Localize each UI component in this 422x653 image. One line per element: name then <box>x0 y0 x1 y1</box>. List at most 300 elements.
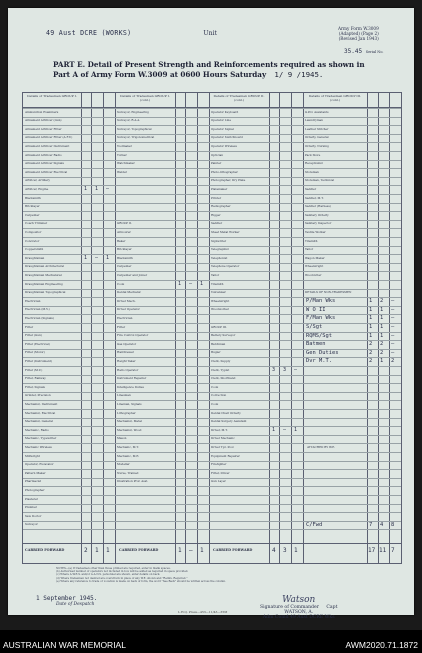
cfwd-entry: 7 <box>369 521 373 528</box>
total-value: 17 <box>368 547 376 554</box>
trade-label: Operator Keyboard <box>211 110 239 114</box>
trade-label: Artificer, Engine <box>25 187 49 191</box>
col-sep <box>175 93 176 563</box>
trade-label: Toolmaker <box>117 144 132 148</box>
non-tradesman-count: — <box>391 298 395 305</box>
trade-label: Welder <box>117 170 127 174</box>
trade-label: Bugler <box>211 351 221 355</box>
group1-header: Details of Tradesmen GROUP I. <box>27 94 77 98</box>
carried-value: 3 <box>283 547 287 554</box>
trade-label: Saw Doctor <box>25 514 42 518</box>
strength-entry: 1 <box>95 186 99 193</box>
form-line-1: Army Form W.3009 <box>338 26 379 31</box>
strength-entry: — <box>294 367 298 373</box>
trade-label: Mechanist, Instrument <box>25 402 58 406</box>
trade-label: Plumber <box>25 506 38 510</box>
carried-forward-3: CARRIED FORWARD <box>213 548 253 552</box>
non-tradesman-count: — <box>391 306 395 313</box>
trade-label: Electrician (Signals) <box>25 316 54 320</box>
trade-label: Photo-lithographer <box>211 170 238 174</box>
table-row-rule <box>23 529 401 530</box>
serial-number <box>344 48 384 55</box>
trade-label: Instrument Repairer <box>117 377 147 381</box>
trade-label: Telegraphist <box>211 248 229 252</box>
form-title <box>53 60 383 79</box>
trade-label: Hello Operator <box>117 368 139 372</box>
table-row-rule <box>23 418 401 419</box>
table-row-rule <box>23 443 401 444</box>
trade-label: Correction <box>211 394 227 398</box>
trade-label: Mechanist, Electrical <box>25 411 56 415</box>
trade-label: Clerk, Typist <box>211 368 230 372</box>
note-line: (b) Authorised number of operators not included in box will be added as required in space provided. <box>56 570 189 574</box>
cfwd-entry: 4 <box>380 521 384 528</box>
col-sep <box>115 93 116 563</box>
form-sheet <box>8 8 414 620</box>
trade-label: Optician <box>211 153 224 157</box>
trade-label: Woodcutter <box>305 273 322 277</box>
carried-value: 1 <box>200 547 204 554</box>
trade-label: Equipment Repairer <box>211 454 240 458</box>
trade-label: Orderly, Nursing <box>305 144 329 148</box>
trade-label: Mechanic, Typewriter <box>25 437 57 441</box>
trade-label: Mechanic, M.T. <box>117 445 139 449</box>
trade-label: Sanitary Orderly <box>305 213 329 217</box>
col-sep <box>209 93 210 563</box>
strength-entry: — <box>189 281 193 287</box>
trade-label: Carpenter <box>25 213 40 217</box>
group3-header: Details of Tradesmen GROUP III. (cont.) <box>308 94 362 102</box>
trade-label: Draughtsman <box>25 256 45 260</box>
trade-label: Carpenter <box>117 265 132 269</box>
trade-label: DETAILS OF NON-TRADESMEN <box>305 291 352 295</box>
trade-label: Cook <box>211 385 219 389</box>
trade-label: Sanitary Inspector <box>305 222 332 226</box>
serial-typed: 35.45 <box>344 48 363 55</box>
table-row-rule <box>23 160 401 161</box>
trade-label: Laundryman <box>305 119 323 123</box>
col-sep <box>389 93 390 563</box>
strength-entry: — <box>283 427 287 434</box>
cfwd-entry: C/Fwd <box>306 521 323 528</box>
non-tradesman-count: 1 <box>380 306 384 313</box>
trade-label: Dental Chair Orderly <box>211 411 241 415</box>
table-row-rule <box>23 142 401 143</box>
trade-label: Storeman <box>305 170 319 174</box>
signature-label: Signature of Commander <box>260 605 319 610</box>
trade-label: Saddler (Harness) <box>305 205 331 209</box>
signature-title: Adm Comd 49 Aust DCRE Wks <box>262 615 335 620</box>
non-tradesman-name: Gen Duties <box>306 349 339 356</box>
trade-label: Fitter <box>25 325 34 329</box>
trade-label: Surveyor, Engineering <box>117 110 149 114</box>
non-tradesman-count: — <box>391 341 395 348</box>
trade-label: Artificer, Artillery <box>25 179 51 183</box>
form-line-2: (Adapted) (Page 2) <box>338 31 379 37</box>
trade-label: Mechanist, Metal <box>117 420 142 424</box>
table-row-rule <box>23 185 401 186</box>
trade-label: Photographer, Dry Plate <box>211 179 246 183</box>
trade-label: Storeman, Technical <box>305 179 335 183</box>
table-row-rule <box>23 486 401 487</box>
table-row-rule <box>23 435 401 436</box>
trade-label: Armament Artificer (Gun) <box>25 119 62 123</box>
trade-label: Lineman, Signals <box>117 402 142 406</box>
trade-label: Driver Operator <box>117 308 140 312</box>
trade-label: Mechanist, General <box>25 420 53 424</box>
non-tradesman-count: 1 <box>380 332 384 339</box>
trade-label: Woodworker <box>211 308 229 312</box>
despatch-label: Date of Despatch <box>56 602 95 607</box>
signature-rank: Capt <box>326 605 338 610</box>
trade-label: Operator Line <box>211 119 231 123</box>
credit-left: AUSTRALIAN WAR MEMORIAL <box>3 640 126 650</box>
strength-entry: 1 <box>272 427 276 434</box>
trade-label: Fitter (M.V.) <box>25 368 43 372</box>
non-tradesman-count: 2 <box>380 349 384 356</box>
non-tradesman-count: 2 <box>369 358 373 365</box>
trade-label: Rigger <box>211 213 221 217</box>
table-row-rule <box>23 426 401 427</box>
table-row-rule <box>23 452 401 453</box>
strength-entry: 1 <box>294 427 298 434</box>
table-row-rule <box>23 203 401 204</box>
trade-label: Electrician <box>117 316 133 320</box>
non-tradesman-name: S/Sgt <box>306 324 323 330</box>
signature-block <box>260 595 337 620</box>
carried-value: 1 <box>178 547 182 554</box>
strength-entry: 1 <box>200 281 204 287</box>
trade-label: Platemaker <box>211 187 228 191</box>
trade-label: Fitter, Driver <box>211 471 230 475</box>
table-row-rule <box>23 168 401 169</box>
unit-name: 49 Aust DCRE (WORKS) <box>46 29 132 37</box>
non-tradesman-count: 1 <box>380 315 384 322</box>
strength-table <box>22 92 402 564</box>
serial-label: Serial No. <box>365 50 384 54</box>
trade-label: Dental Surgery Assistant <box>211 420 247 424</box>
trade-label: Textile Worker <box>305 230 326 234</box>
trade-label: Gas Operator <box>117 342 137 346</box>
printer-imprint: L.H.Q. Press—453—11/43—35M <box>178 610 228 614</box>
trade-label: Fire Control Operator <box>117 334 149 338</box>
trade-label: Armament Artificer Fitter <box>25 127 62 131</box>
strength-entry: 1 <box>178 281 182 287</box>
col-sep <box>81 93 82 563</box>
trade-label: Draughtsman Mechanical <box>25 273 62 277</box>
trade-label: Draughtsman Architectural <box>25 265 64 269</box>
note-line: NOTES—(a) If tradesmen other than those printed are required, enter in blank spaces. <box>56 567 171 570</box>
trade-label: Orderly, General <box>305 136 329 140</box>
non-tradesman-count: 1 <box>380 324 384 330</box>
non-tradesman-count: — <box>391 332 395 339</box>
trade-label: Radiographer <box>211 205 231 209</box>
trade-label: Fitter (Instrument) <box>25 359 52 363</box>
trade-label: Receptionist <box>305 162 323 166</box>
trade-label: Draughtsman Topographical <box>25 291 66 295</box>
table-row-rule <box>23 383 401 384</box>
col-sep <box>303 93 304 563</box>
credit-bar <box>0 630 422 653</box>
strength-entry: — <box>95 255 99 262</box>
trade-label: Watchmaker <box>117 162 135 166</box>
trade-label: Ammunition Examiners <box>25 110 59 114</box>
trade-label: Bricklayer <box>25 205 40 209</box>
table-row-rule <box>23 108 401 109</box>
carried-forward-1: CARRIED FORWARD <box>25 548 65 552</box>
non-tradesman-count: 1 <box>369 298 373 305</box>
total-value: 11 <box>379 547 387 554</box>
table-row-rule <box>23 409 401 410</box>
trade-label: Tailor <box>211 273 220 277</box>
strength-entry: 1 <box>84 186 88 193</box>
trade-label: Armament Artificer Radio <box>25 153 62 157</box>
trade-label: Fitter (Gun) <box>25 334 42 338</box>
group2-header: Details of Tradesmen GROUP II. (cont.) <box>213 94 265 102</box>
title-date: 1/ 9 /1945. <box>274 69 324 79</box>
table-row-rule <box>23 392 401 393</box>
non-tradesman-count: 1 <box>369 306 373 313</box>
trade-label: Dental Mechanic <box>117 291 142 295</box>
trade-label: Lithographer <box>117 411 136 415</box>
col-sep <box>378 93 379 563</box>
trade-label: Saddler <box>211 222 223 226</box>
trade-label: Mechanic Wireless <box>25 445 52 449</box>
trade-label: Armament Artificer Instrument <box>25 144 70 148</box>
non-tradesman-name: P/Man Wks <box>306 298 336 305</box>
trade-label: Fitter <box>117 325 126 329</box>
non-tradesman-count: 1 <box>380 358 384 365</box>
trade-label: Signwriter <box>211 239 227 243</box>
trade-label: Grinder, Precision <box>25 394 51 398</box>
table-row-rule <box>23 151 401 152</box>
table-row-rule <box>23 512 401 513</box>
trade-label: Telephonist <box>211 256 228 260</box>
table-row-rule <box>23 366 401 367</box>
carried-value: 4 <box>272 547 276 554</box>
trade-label: Telephone Operator <box>211 265 240 269</box>
trade-label: Wagon Maker <box>305 256 325 260</box>
trade-label: Operator Wireless <box>211 144 237 148</box>
trade-label: Printer <box>211 196 222 200</box>
non-tradesman-name: Batmen <box>306 341 326 348</box>
trade-label: Wheelwright <box>305 265 324 269</box>
non-tradesman-count: 2 <box>391 358 395 365</box>
trade-label: G.P.O. Assistants <box>305 110 329 114</box>
trade-label: Pattern Maker <box>25 471 46 475</box>
carried-value: — <box>189 547 193 554</box>
trade-label: Concretor <box>25 239 40 243</box>
trade-label: Fitter (Motor) <box>25 351 45 355</box>
trade-label: GROUP III. <box>211 325 227 329</box>
trade-label: Modeller <box>117 463 130 467</box>
trade-label: Clerk, Shorthand <box>211 377 236 381</box>
trade-label: Surveyor, Trigonometrical <box>117 136 155 140</box>
trade-label: Driver Tpt. Pool <box>211 445 234 449</box>
trade-label: Driver, M.T. <box>211 428 228 432</box>
trade-label: Electrician <box>25 299 41 303</box>
table-row-rule <box>23 469 401 470</box>
trade-label: Hairdresser <box>117 351 134 355</box>
table-row-rule <box>23 194 401 195</box>
trade-label: Sheet Metal Worker <box>211 230 240 234</box>
trade-label: Tinsmith <box>305 239 318 243</box>
strength-entry: — <box>106 186 110 193</box>
trade-label: Operator, Excavator <box>25 463 54 467</box>
trade-label: Bricklayer <box>117 248 132 252</box>
trade-label: Painter <box>211 162 222 166</box>
non-tradesman-name: RQMS/Sgt <box>306 332 332 339</box>
trade-label: Compositor <box>25 230 42 234</box>
trade-label: Cook <box>117 282 125 286</box>
carried-value: 1 <box>106 547 110 554</box>
trade-label: Mason <box>117 437 127 441</box>
group1c-header: Details of Tradesmen GROUP I. (cont.) <box>120 94 170 102</box>
table-row-rule <box>23 228 401 229</box>
trade-label: Coach Trimmer <box>25 222 48 226</box>
table-row-rule <box>23 289 401 290</box>
non-tradesman-count: 2 <box>380 298 384 305</box>
trade-label: GROUP II. <box>117 222 132 226</box>
table-row-rule <box>23 134 401 135</box>
trade-label: Height Taker <box>117 359 136 363</box>
attached-label: ATTACHED BY W.E. <box>307 445 336 449</box>
table-row-rule <box>23 177 401 178</box>
trade-label: Battery Surveyor <box>211 334 236 338</box>
trade-label: Batchman <box>211 342 226 346</box>
trade-label: Photographer <box>25 488 45 492</box>
table-row-rule <box>23 220 401 221</box>
table-row-rule <box>23 504 401 505</box>
trade-label: Linesman <box>117 394 131 398</box>
col-sep <box>269 93 270 563</box>
total-value: 7 <box>391 547 395 554</box>
trade-label: Armament Artificer Fitter (A.F.V.) <box>25 136 73 140</box>
strength-entry: 1 <box>84 255 88 262</box>
table-row-rule <box>23 254 401 255</box>
table-row-rule <box>23 125 401 126</box>
table-row-rule <box>23 495 401 496</box>
trade-label: Operator Signal <box>211 127 234 131</box>
col-sep <box>185 93 186 563</box>
strength-entry: 3 <box>272 367 276 373</box>
trade-label: Blacksmith <box>117 256 133 260</box>
trade-label: Mechanic, M.E. <box>117 454 140 458</box>
unit-label: Unit <box>203 30 218 37</box>
col-sep <box>91 93 92 563</box>
carried-value: 2 <box>84 547 88 554</box>
despatch-block <box>36 595 97 607</box>
table-row-rule <box>23 246 401 247</box>
trade-label: Surveyor <box>25 523 38 527</box>
non-tradesman-count: 2 <box>369 341 373 348</box>
carried-rule <box>23 543 401 544</box>
trade-label: Fitter, Signals <box>25 385 45 389</box>
trade-label: Nurse, Trained <box>117 471 139 475</box>
table-row-rule <box>23 280 401 281</box>
trade-label: Mechanic, Radio <box>25 428 49 432</box>
trade-label: Armament Artificer Electrical <box>25 170 68 174</box>
trade-label: Armourer <box>117 230 131 234</box>
army-form-ref <box>338 26 379 42</box>
non-tradesman-count: — <box>391 349 395 356</box>
carried-value: 1 <box>294 547 298 554</box>
table-row-rule <box>23 117 401 118</box>
trade-label: Intelligence Duties <box>117 385 144 389</box>
col-sep <box>103 93 104 563</box>
carried-value: 1 <box>95 547 99 554</box>
trade-label: Gun Layer <box>211 480 226 484</box>
trade-label: Pharmacist <box>25 480 42 484</box>
trade-label: Clerk, Supply <box>211 359 231 363</box>
note-line: (c) Where A.W.E.S. and/or A.A.N.S. personnel are shown, enter details on back. <box>56 573 161 577</box>
title-line-1: PART E. Detail of Present Strength and Reinforcements required as shown in <box>53 60 365 69</box>
table-row-rule <box>23 237 401 238</box>
trade-label: Armament Artificer Signals <box>25 162 64 166</box>
trade-label: Operator Switchboard <box>211 136 243 140</box>
title-line-2: Part A of Army Form W.3009 at 0600 Hours Saturday <box>53 69 267 79</box>
trade-label: Surveyor, Topographical <box>117 127 152 131</box>
credit-right: AWM2020.71.1872 <box>345 640 418 650</box>
col-sep <box>291 93 292 563</box>
table-row-rule <box>23 375 401 376</box>
trade-label: Electrician (M.V.) <box>25 308 50 312</box>
trade-label: Driver Mechanic <box>211 437 235 441</box>
carried-forward-2: CARRIED FORWARD <box>119 548 159 552</box>
form-line-3: (Revised Jan 1943) <box>338 36 379 42</box>
signature-scrawl: Watson <box>282 595 316 605</box>
note-line: (e) Where any reference to trade or vocation is made on back of form, the word "See Back" should be written across the column. <box>56 579 226 583</box>
trade-label: Pack Store <box>305 153 321 157</box>
trade-label: Turner <box>117 153 127 157</box>
trade-label: Tailor <box>305 248 314 252</box>
trade-label: Plasterer <box>25 497 38 501</box>
non-tradesman-count: 2 <box>369 349 373 356</box>
trade-label: Saddler, M.T. <box>305 196 324 200</box>
non-tradesman-name: Dvr M.T. <box>306 358 332 365</box>
non-tradesman-count: 2 <box>380 341 384 348</box>
trade-label: Millwright <box>25 454 40 458</box>
trade-label: Vulcaniser <box>211 291 226 295</box>
unit-line <box>46 29 217 37</box>
trade-label: Draughtsman Engineering <box>25 282 63 286</box>
trade-label: Coppersmith <box>25 248 44 252</box>
trade-label: Driver Mech. <box>117 299 136 303</box>
trade-label: Leather Stitcher <box>305 127 329 131</box>
table-row-rule <box>23 400 401 401</box>
non-tradesman-count: 1 <box>369 332 373 339</box>
non-tradesman-name: W O II <box>306 306 326 313</box>
trade-label: Cook <box>211 402 219 406</box>
cfwd-entry: 8 <box>391 521 395 528</box>
trade-label: Surveyor, R.A.A. <box>117 119 141 123</box>
trade-label: Wheelwright <box>211 299 230 303</box>
trade-label: Saddler <box>305 187 317 191</box>
notes <box>56 567 386 583</box>
table-row-rule <box>23 263 401 264</box>
trade-label: Firefighter <box>211 463 227 467</box>
trade-label: Carpenter and Joiner <box>117 273 148 277</box>
table-row-rule <box>23 211 401 212</box>
despatch-date: 1 September 1945. <box>36 595 98 602</box>
col-sep <box>367 93 368 563</box>
trade-label: Baker <box>117 239 126 243</box>
trade-label: Mechanist, Wood <box>117 428 142 432</box>
trade-label: Tinsmith <box>211 282 224 286</box>
table-row-rule <box>23 271 401 272</box>
non-tradesman-count: 1 <box>369 315 373 322</box>
non-tradesman-count: — <box>391 324 395 330</box>
